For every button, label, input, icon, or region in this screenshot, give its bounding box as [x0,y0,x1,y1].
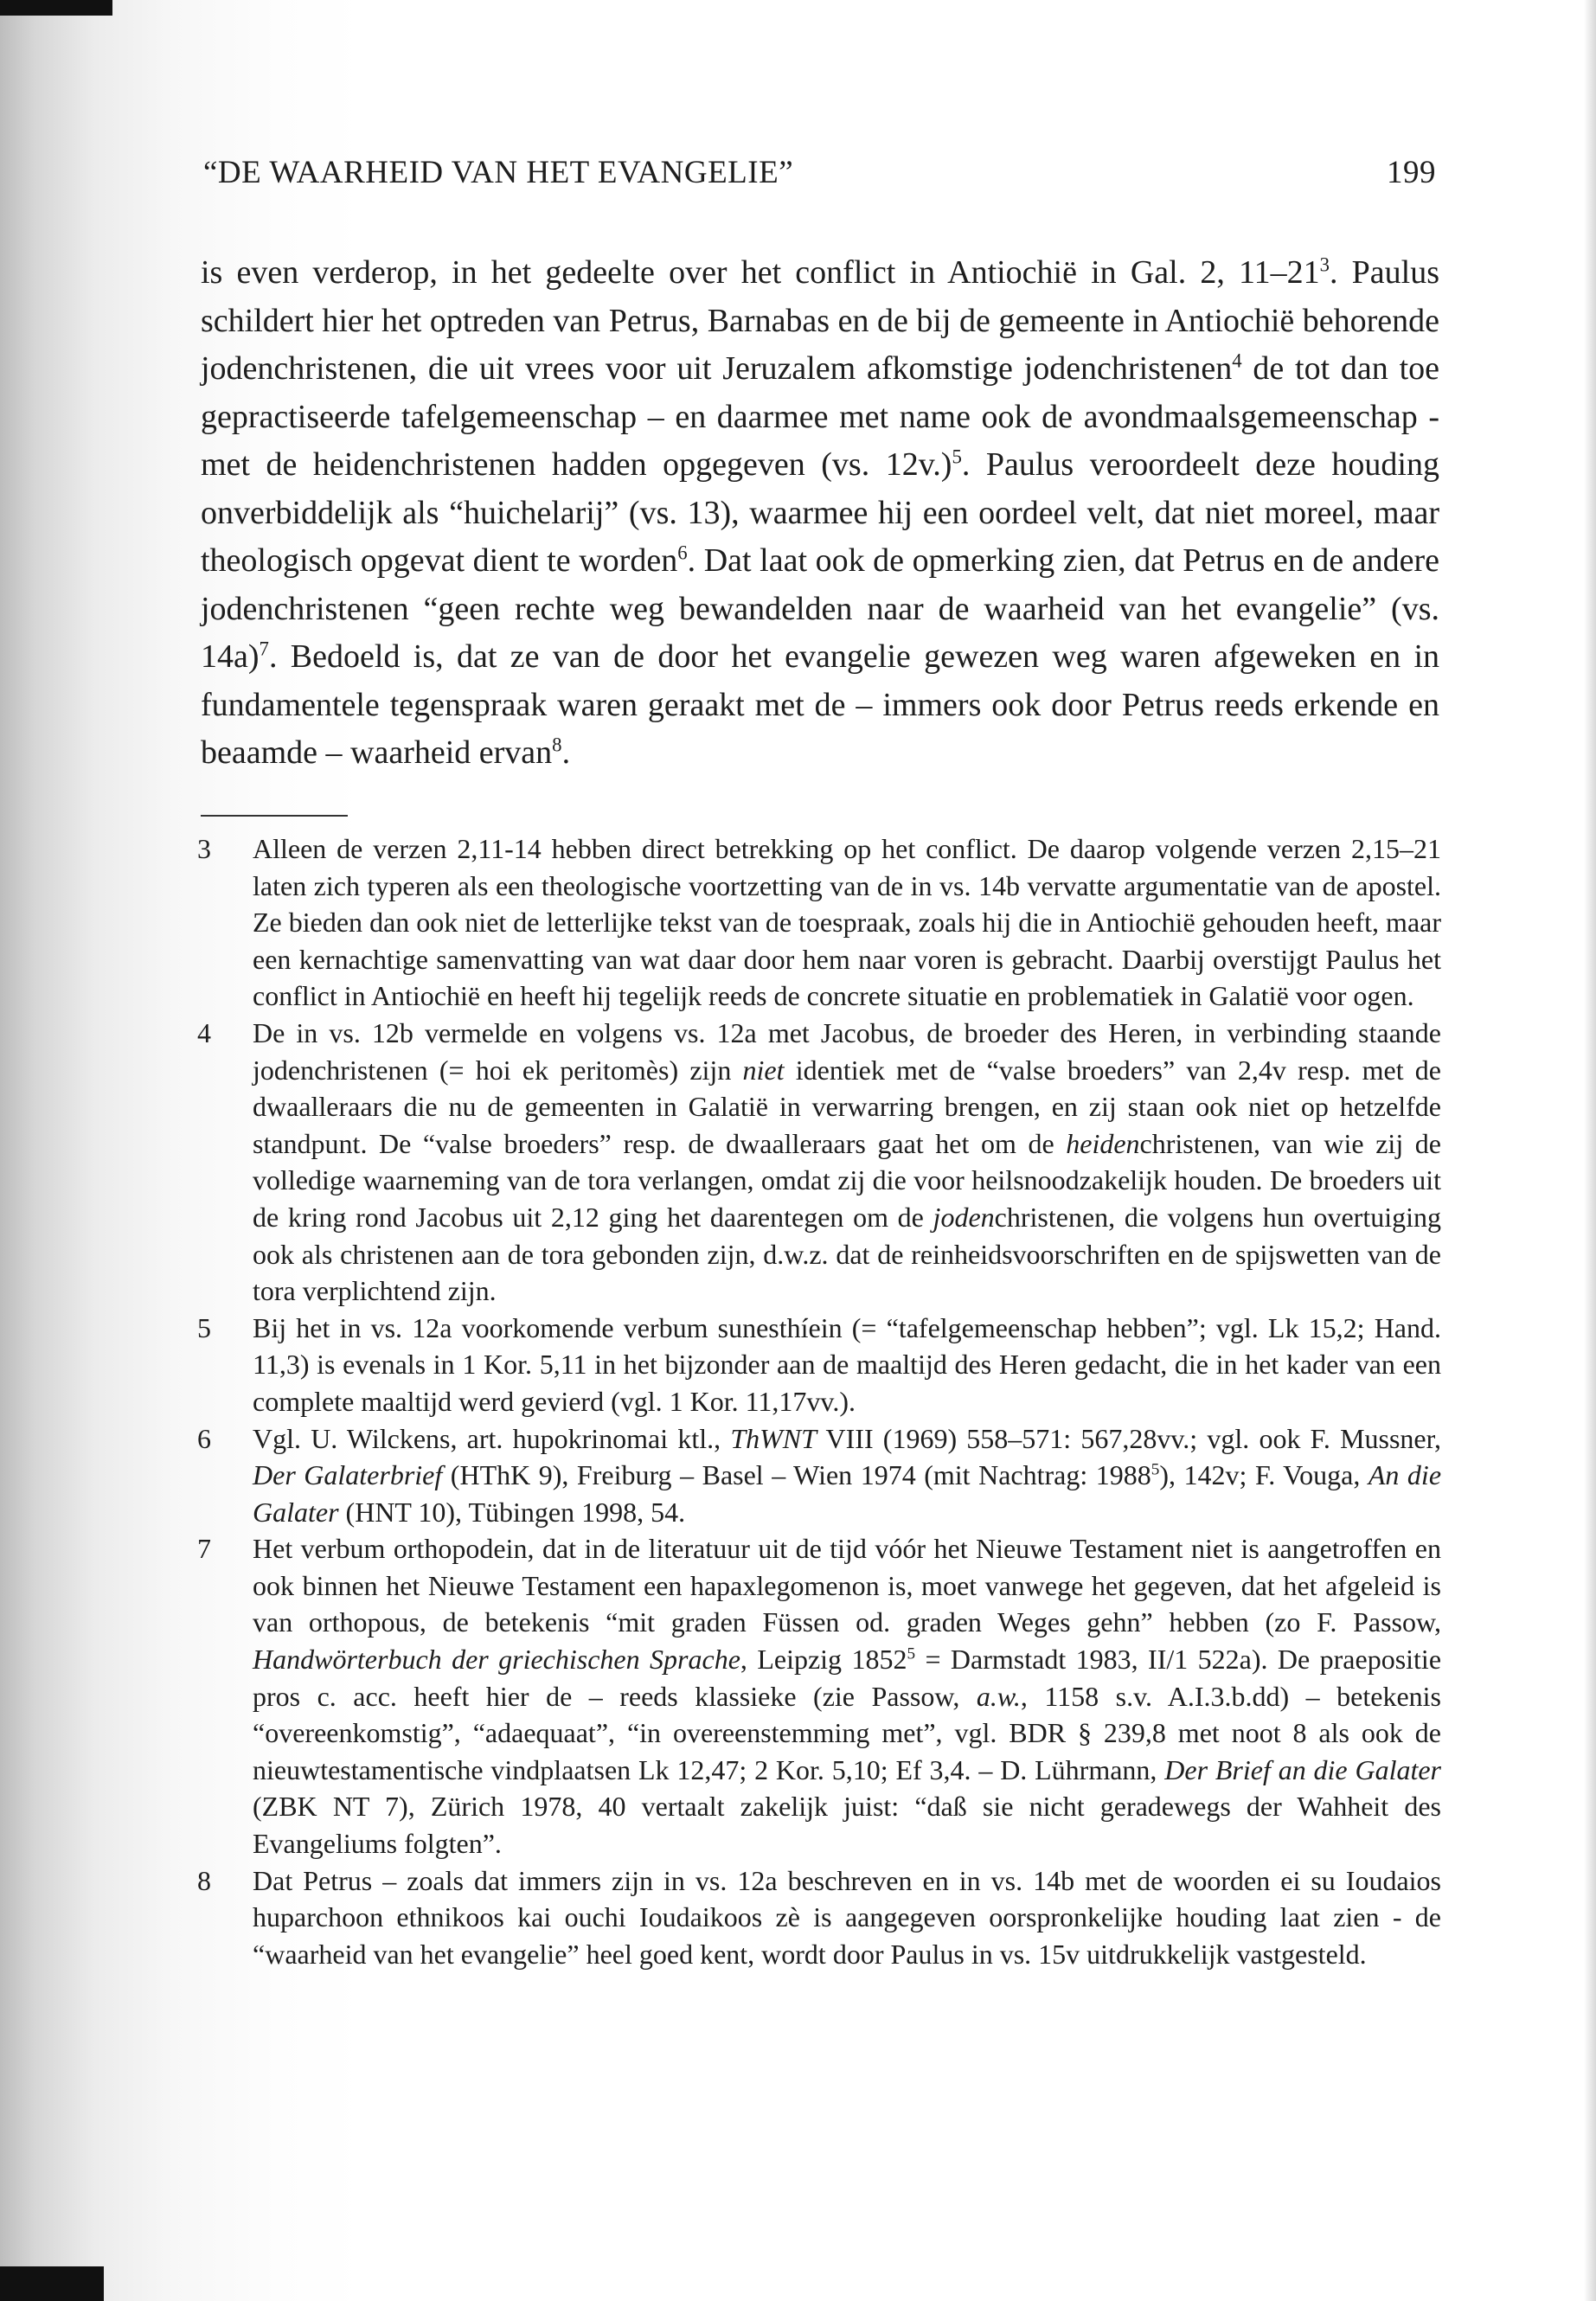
footnote-number: 5 [197,1311,211,1343]
footnote-ref-7[interactable]: 7 [259,638,269,660]
footnote-7 [197,1530,1441,1862]
footnote-text: Vgl. U. Wilckens, art. hupokrinomai ktl., ThWNT VIII (1969) 558–571: 567,28vv.; vgl. ook F. Mussner, Der Galaterbrief (HThK 9), Freiburg – Basel – Wien 1974 (mit Nachtrag: 1988$^5$), 142v; F. Vouga, An die Galater (HNT 10), Tübingen 1998, 54. [253,1422,1442,1528]
footnote-4 [197,1015,1441,1310]
footnote-text: Het verbum orthopodein, dat in de literatuur uit de tijd vóór het Nieuwe Testament niet is aangetroffen en ook binnen het Nieuwe Testament een hapaxlegomenon is, moet vanwege het gegeven, dat het afgeleid is van orthopous, de betekenis “mit graden Füssen od. graden Weges gehn” hebben (zo F. Passow, Handwörterbuch der griechischen Sprache, Leipzig $1852^5$ = Darmstadt 1983, II/1 522a). De praepositie pros c. acc. heeft hier de – reeds klassieke (zie Passow, a.w., 1158 s.v. A.I.3.b.dd) – betekenis “overeenkomstig”, “adaequaat”, “in overeenstemming met”, vgl. BDR § 239,8 met noot 8 als ook de nieuwtestamentische vindplaatsen Lk 12,47; 2 Kor. 5,10; Ef 3,4. – D. Lührmann, Der Brief an die Galater (ZBK NT 7), Zürich 1978, 40 vertaalt zakelijk juist: “daß sie nicht geradewegs der Wahheit des Evangeliums folgten”. [253,1533,1442,1860]
page-edge [1584,0,1596,2301]
footnote-text: De in vs. 12b vermelde en volgens vs. 12a met Jacobus, de broeder des Heren, in verbinding staande jodenchristenen (= hoi ek peritomès) zijn niet identiek met de “valse broeders” van 2,4v resp. met de dwaalleraars die nu de gemeenten in Galatië in verwarring brengen, en zij staan ook niet op hetzelfde standpunt. De “valse broeders” resp. de dwaalleraars gaat het om de heidenchristenen, van wie zij de volledige waarneming van de tora verlangen, omdat zij die voor heilsnoodzakelijk houden. De broeders uit de kring rond Jacobus uit 2,12 ging het daarentegen om de jodenchristenen, die volgens hun overtuiging ook als christenen aan de tora gebonden zijn, d.w.z. dat de reinheidsvoorschriften en de spijswetten van de tora verplichtend zijn. [253,1016,1442,1307]
footnote-number: 4 [197,1016,211,1048]
footnote-ref-3[interactable]: 3 [1319,253,1330,276]
footnote-number: 7 [197,1533,211,1565]
footnote-text: Alleen de verzen 2,11-14 hebben direct betrekking op het conflict. De daarop volgende verzen 2,15–21 laten zich typeren als een theologische voortzetting van de in vs. 14b vervatte argumentatie van de apostel. Ze bieden dan ook niet de letterlijke tekst van de toespraak, zoals hij die in Antiochië gehouden heeft, maar een kernachtige samenvatting van wat daar door hem naar voren is gebracht. Daarbij overstijgt Paulus het conflict in Antiochië en heeft hij tegelijk reeds de concrete situatie en problematiek in Galatië voor ogen. [253,833,1441,1012]
body-paragraph: is even verderop, in het gedeelte over het conflict in Antiochië in Gal. 2, $11-21^3$. Paulus schildert hier het optreden van Petrus, Barnabas en de bij de gemeente in Antiochië behorende jodenchristenen, die uit vrees voor uit Jeruzalem afkomstige jodenchristenen$^4$ de tot dan toe gepractiseerde tafelgemeenschap – en daarmee met name ook de avondmaalsgemeenschap - met de heidenchristenen hadden opgegeven (vs. 12v.)$^5$. Paulus veroordeelt deze houding onverbiddelijk als “huichelarij” (vs. 13), waarmee hij een oordeel velt, dat niet moreel, maar theologisch opgevat dient te worden$^6$. Dat laat ook de opmerking zien, dat Petrus en de andere jodenchristenen “geen rechte weg bewandelden naar de waarheid van het evangelie” (vs. 14a)$^7$. Bedoeld is, dat ze van de door het evangelie gewezen weg waren afgeweken en in fundamentele tegenspraak waren geraakt met de – immers ook door Petrus reeds erkende en beaamde – waarheid ervan$^8$. [201,253,1439,771]
running-title: “DE WAARHEID VAN HET EVANGELIE” [203,155,794,190]
footnote-ref-6[interactable]: 6 [677,542,688,564]
footnote-5 [197,1310,1441,1420]
footnote-3 [197,830,1441,1015]
scan-shadow-top [0,0,112,16]
footnote-ref-5[interactable]: 5 [952,445,962,468]
footnote-text: Bij het in vs. 12a voorkomende verbum sunesthíein (= “tafelgemeenschap hebben”; vgl. Lk 15,2; Hand. 11,3) is evenals in 1 Kor. 5,11 in het bijzonder aan de maaltijd des Heren gedacht, die in het kader van een complete maaltijd werd gevierd (vgl. 1 Kor. 11,17vv.). [253,1311,1441,1417]
footnote-text: Dat Petrus – zoals dat immers zijn in vs. 12a beschreven en in vs. 14b met de woorden ei su Ioudaios huparchoon ethnikoos kai ouchi Ioudaikoos zè is aangegeven oorspronkelijke houding laat zien - de “waarheid van het evangelie” heel goed kent, wordt door Paulus in vs. 15v uitdrukkelijk vastgesteld. [253,1864,1441,1970]
footnote-6 [197,1420,1441,1531]
footnote-separator [201,815,348,817]
scan-shadow-bottom [0,2266,104,2301]
footnote-number: 3 [197,833,211,864]
page-number: 199 [1387,155,1436,190]
footnote-number: 8 [197,1864,211,1896]
footnote-number: 6 [197,1422,211,1454]
footnote-8 [197,1862,1441,1973]
footnote-ref-4[interactable]: 4 [1232,349,1242,372]
footnotes [197,830,1441,1972]
footnote-ref-8[interactable]: 8 [552,734,562,756]
main-text [201,249,1439,778]
